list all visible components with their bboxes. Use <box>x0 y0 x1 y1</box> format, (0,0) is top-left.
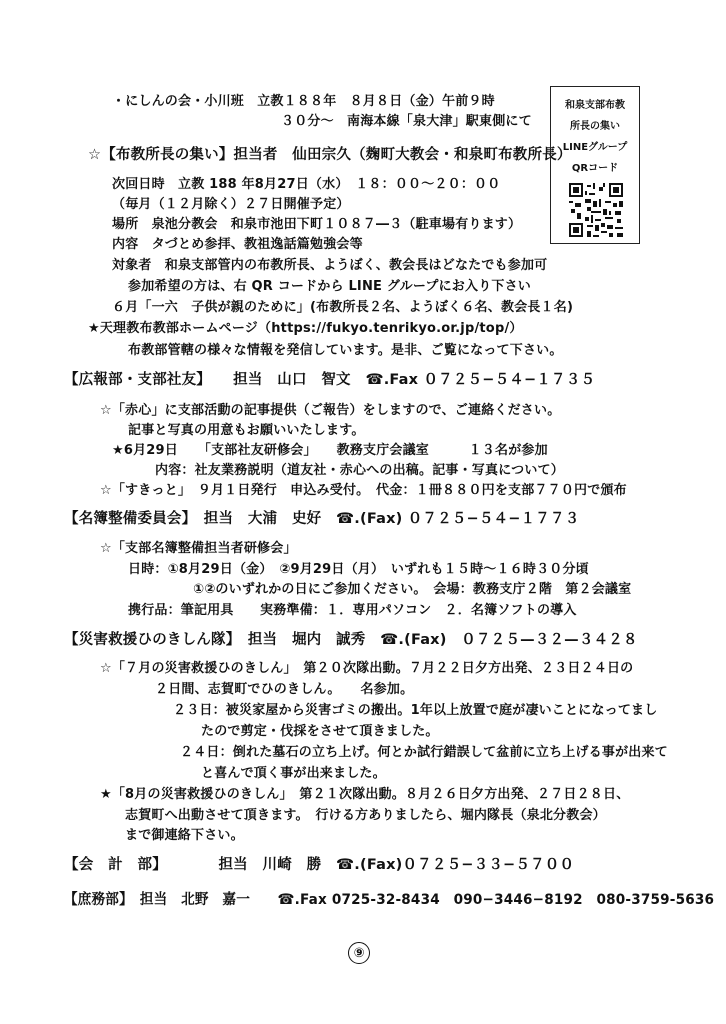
text-line: ２３日：被災家屋から災害ゴミの搬出。1年以上放置で庭が凄いことになってまし <box>173 703 658 718</box>
qr-caption-line-1: 和泉支部布教 <box>565 100 625 111</box>
text-line: 内容：社友業務説明（道友社・赤心への出稿。記事・写真について） <box>155 463 564 478</box>
text-line: ６月「一六 子供が親のために」(布教所長２名、ようぼく６名、教会長１名) <box>112 300 574 315</box>
text-line: ①②のいずれかの日にご参加ください。 会場：教務支庁２階 第２会議室 <box>193 582 632 597</box>
section-heading: 【会 計 部】 担当 川崎 勝 ☎.(Fax)０７２５−３３−５７００ <box>64 857 575 873</box>
text-line: 記事と写真の用意もお願いいたします。 <box>128 423 365 438</box>
text-line: たので剪定・伐採をさせて頂きました。 <box>201 724 439 739</box>
line-group-qr-panel <box>550 86 640 244</box>
text-line: 日時：①8月29日（金） ②9月29日（月） いずれも１５時〜１６時３０分頃 <box>128 562 589 577</box>
qr-code-icon[interactable] <box>569 183 623 237</box>
text-line: ２４日：倒れた墓石の立ち上げ。何とか試行錯誤して盆前に立ち上げる事が出来て <box>180 745 668 760</box>
text-line: ☆「赤心」に支部活動の記事提供（ご報告）をしますので、ご連絡ください。 <box>100 403 561 418</box>
text-line: ★「8月の災害救援ひのきしん」 第２１次隊出動。８月２６日夕方出発、２７日２８日、 <box>100 787 630 802</box>
text-line: ２日間、志賀町でひのきしん。 名参加。 <box>155 682 414 697</box>
text-line: ★6月29日 「支部社友研修会」 教務支庁会議室 １３名が参加 <box>112 443 548 458</box>
section-heading: 【名簿整備委員会】 担当 大浦 史好 ☎.(Fax) ０７２５−５４−１７７３ <box>64 511 580 527</box>
text-line: 次回日時 立教 188 年8月27日（水） １８：００〜２０：００ <box>112 177 501 192</box>
text-line: ★天理教布教部ホームページ（https://fukyo.tenrikyo.or.jp/top/） <box>88 321 523 336</box>
text-line: 場所 泉池分教会 和泉市池田下町１０８７―３（駐車場有ります） <box>112 217 522 232</box>
page-number: ⑨ <box>348 942 370 964</box>
text-line: ☆「すきっと」 ９月１日発行 申込み受付。 代金：１冊８８０円を支部７７０円で頒布 <box>100 483 627 498</box>
text-line: 内容 タづとめ参拝、教祖逸話篇勉強会等 <box>112 237 363 252</box>
qr-caption-line-4: QRコード <box>571 163 619 174</box>
text-line: （毎月（１２月除く）２７日開催予定） <box>112 197 350 212</box>
qr-caption-line-2: 所長の集い <box>570 121 620 132</box>
text-line: ☆「支部名簿整備担当者研修会」 <box>100 541 297 556</box>
text-line: 布教部管轄の様々な情報を発信しています。是非、ご覧になって下さい。 <box>128 343 563 358</box>
text-line: ☆「７月の災害救援ひのきしん」 第２０次隊出動。７月２２日夕方出発、２３日２４日の <box>100 661 634 676</box>
text-line: ・にしんの会・小川班 立教１８８年 ８月８日（金）午前９時 <box>112 94 495 109</box>
text-line: ３０分〜 南海本線「泉大津」駅東側にて <box>281 114 532 129</box>
text-line: 携行品：筆記用具 実務準備：１．専用パソコン ２．名簿ソフトの導入 <box>128 603 577 618</box>
text-line: と喜んで頂く事が出来ました。 <box>201 766 386 781</box>
section-heading: 【庶務部】 担当 北野 嘉一 ☎.Fax 0725-32-8434 090−3446−8192 080-3759-5636 <box>64 892 715 908</box>
text-line: まで御連絡下さい。 <box>125 828 244 843</box>
text-line: 参加希望の方は、右 QR コードから LINE グループにお入り下さい <box>128 279 532 294</box>
section-heading: 【災害救援ひのきしん隊】 担当 堀内 誠秀 ☎.(Fax) ０７２５—３２—３４２８ <box>64 632 638 648</box>
text-line: 対象者 和泉支部管内の布教所長、ようぼく、教会長はどなたでも参加可 <box>112 258 548 273</box>
section-heading: 【広報部・支部社友】 担当 山口 智文 ☎.Fax ０７２５−５４−１７３５ <box>64 372 596 388</box>
section-heading: ☆【布教所長の集い】担当者 仙田宗久（麹町大教会・和泉町布教所長） <box>88 147 572 163</box>
text-line: 志賀町へ出動させて頂きます。 行ける方ありましたら、堀内隊長（泉北分教会） <box>125 808 606 823</box>
qr-caption-line-3: LINEグループ <box>562 142 628 153</box>
